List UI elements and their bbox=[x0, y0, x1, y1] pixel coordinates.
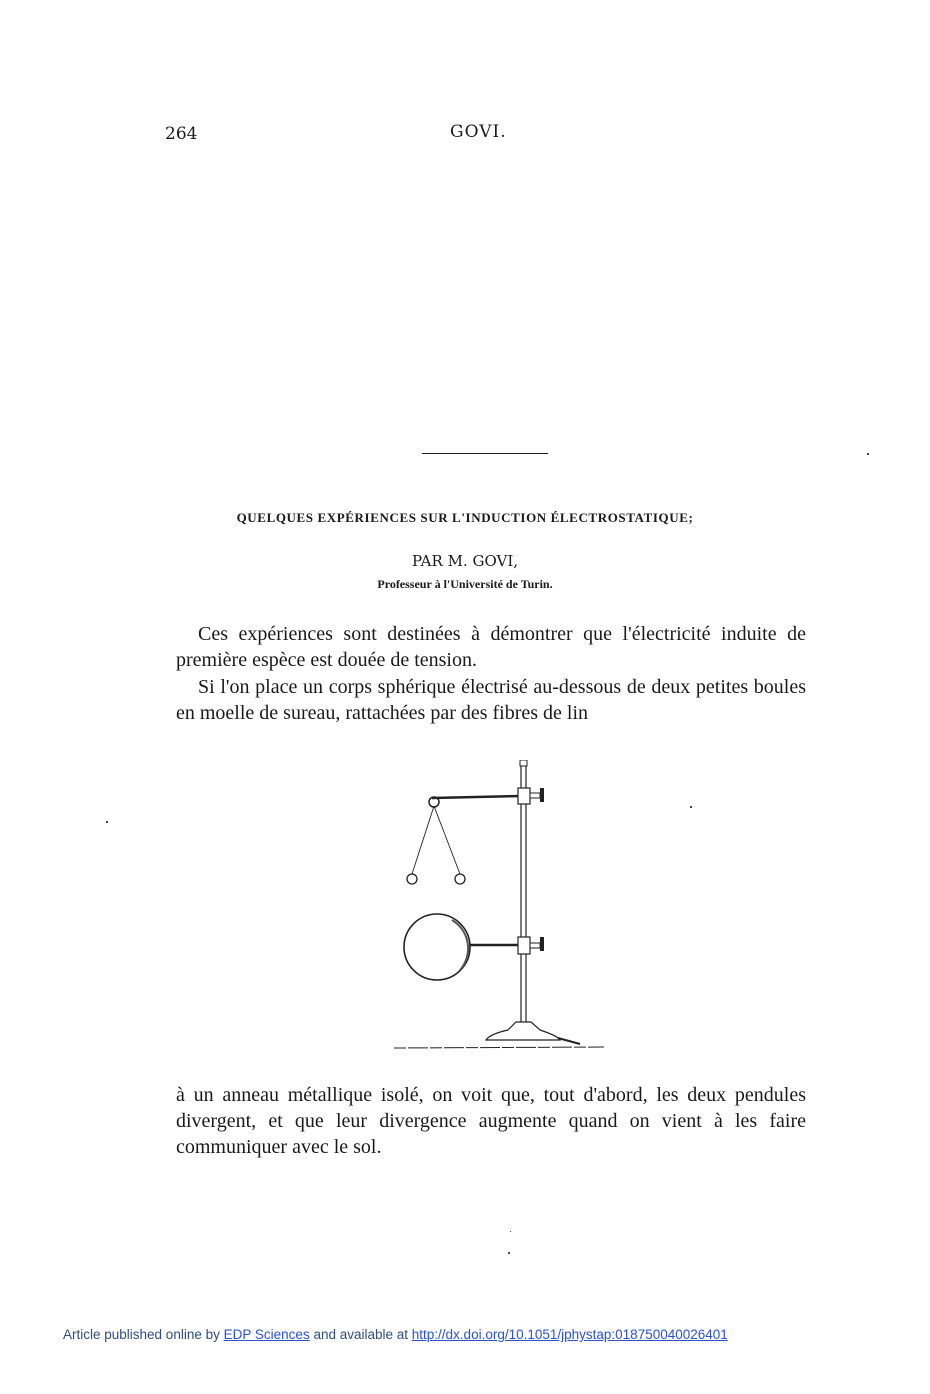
stand-base bbox=[486, 1022, 560, 1040]
pith-ball-left bbox=[407, 874, 417, 884]
page-number: 264 bbox=[165, 124, 198, 144]
running-head: GOVI. bbox=[450, 122, 507, 142]
footer-middle: and available at bbox=[313, 1327, 409, 1342]
paragraph-1-text: Ces expériences sont destinées à démontrer que l'électricité induite de première espèce est douée de tension. bbox=[176, 623, 806, 671]
pith-ball-right bbox=[455, 874, 465, 884]
upper-screw bbox=[530, 793, 540, 798]
upper-clamp bbox=[518, 788, 530, 804]
article-title: QUELQUES EXPÉRIENCES SUR L'INDUCTION ÉLECTROSTATIQUE; bbox=[236, 510, 694, 525]
paragraph-3 bbox=[176, 1082, 806, 1160]
lower-clamp bbox=[518, 937, 530, 954]
paragraph-3-text: à un anneau métallique isolé, on voit que, tout d'abord, les deux pendules divergent, et que leur divergence augmente quand on vient à les faire communiquer avec le sol. bbox=[176, 1084, 806, 1158]
upper-arm bbox=[432, 796, 522, 798]
publication-footer bbox=[63, 1327, 728, 1342]
electroscope-figure bbox=[390, 760, 620, 1055]
charged-sphere bbox=[404, 914, 470, 980]
ground-line bbox=[394, 1047, 604, 1048]
author-affiliation: Professeur à l'Université de Turin. bbox=[377, 577, 553, 591]
rod-top bbox=[520, 760, 527, 766]
lower-screw bbox=[530, 943, 540, 948]
article-author: PAR M. GOVI, bbox=[411, 552, 519, 570]
publisher-link[interactable]: EDP Sciences bbox=[223, 1327, 310, 1342]
pendulum-thread-left bbox=[412, 806, 434, 874]
pendulum-thread-right bbox=[434, 806, 460, 874]
section-rule bbox=[422, 453, 548, 454]
footer-prefix: Article published online by bbox=[63, 1327, 220, 1342]
paragraph-2-text: Si l'on place un corps sphérique électrisé au-dessous de deux petites boules en moelle de sureau, rattachées par des fibres de lin bbox=[176, 676, 806, 724]
paragraph-1 bbox=[176, 621, 806, 673]
paragraph-2 bbox=[176, 674, 806, 726]
doi-link[interactable]: http://dx.doi.org/10.1051/jphystap:018750040026401 bbox=[411, 1327, 728, 1342]
